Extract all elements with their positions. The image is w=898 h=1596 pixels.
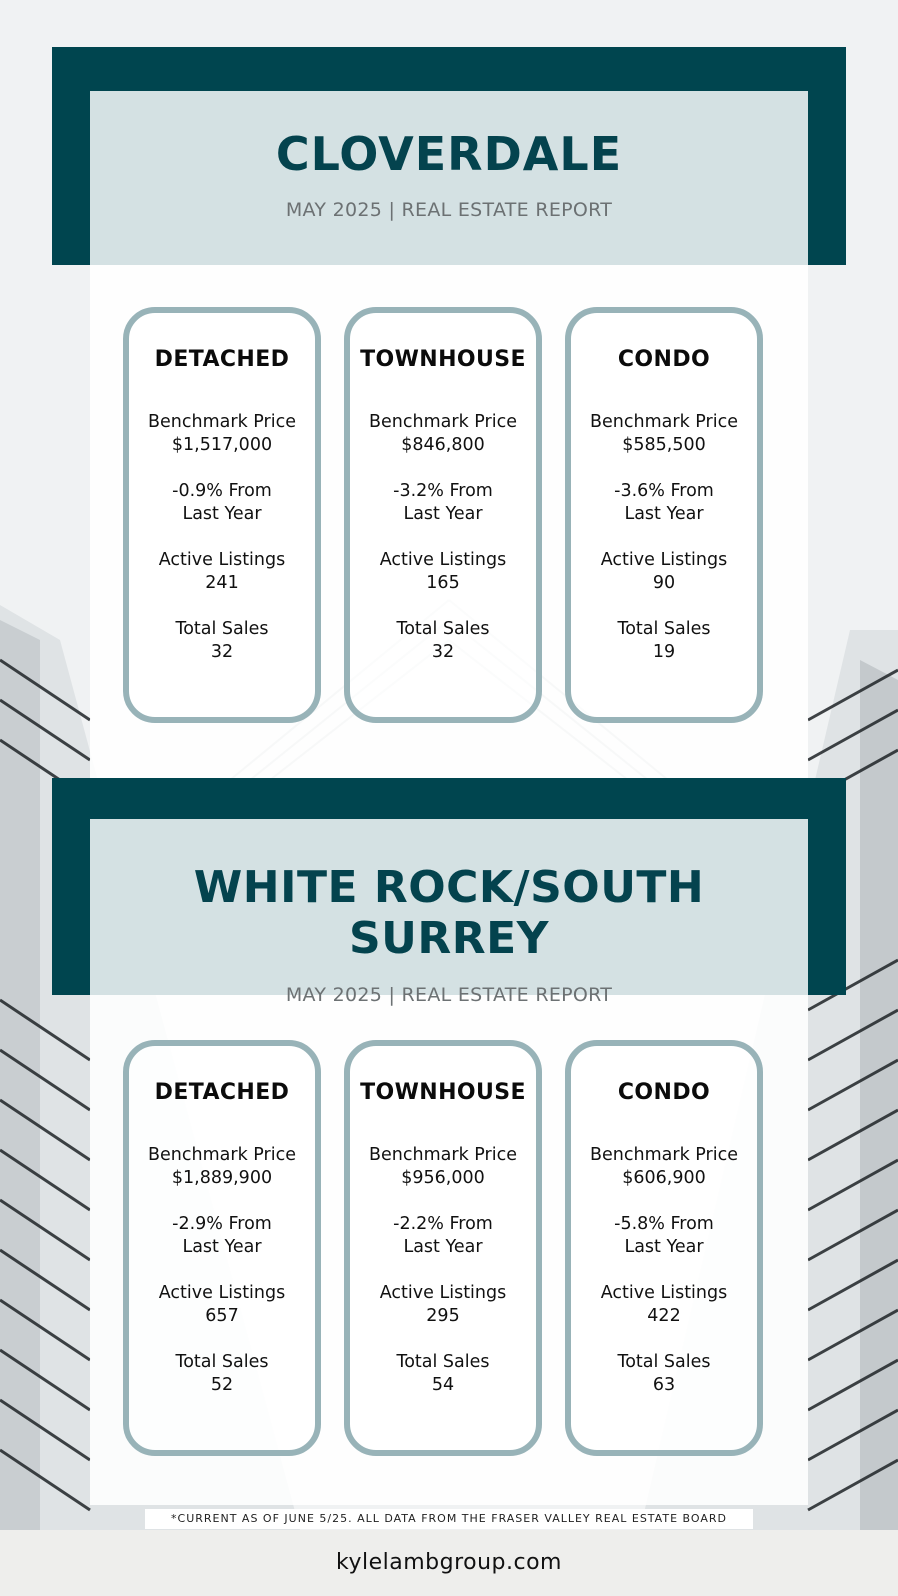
active-listings-block: [350, 1282, 536, 1328]
cloverdale-detached-card: [123, 307, 321, 723]
yoy-change-value: -5.8% From: [614, 1214, 714, 1234]
total-sales-value: 63: [652, 1375, 676, 1395]
benchmark-price-value: $1,889,900: [171, 1168, 273, 1188]
card-title: DETACHED: [154, 347, 290, 372]
active-listings-label: Active Listings: [600, 550, 728, 570]
yoy-change-block: [129, 480, 315, 526]
benchmark-price-label: Benchmark Price: [369, 1145, 517, 1165]
total-sales-label: Total Sales: [396, 619, 490, 639]
total-sales-label: Total Sales: [617, 1352, 711, 1372]
cloverdale-townhouse-card: [344, 307, 542, 723]
benchmark-price-block: [571, 1144, 757, 1190]
card-title: TOWNHOUSE: [360, 347, 526, 372]
total-sales-block: [129, 618, 315, 664]
active-listings-block: [350, 549, 536, 595]
yoy-change-value: -2.2% From: [393, 1214, 493, 1234]
active-listings-block: [129, 549, 315, 595]
yoy-change-value: -3.6% From: [614, 481, 714, 501]
yoy-change-label: Last Year: [182, 1237, 262, 1257]
total-sales-value: 32: [210, 642, 234, 662]
cloverdale-condo-card: [565, 307, 763, 723]
total-sales-block: [571, 618, 757, 664]
yoy-change-value: -2.9% From: [172, 1214, 272, 1234]
white-rock-townhouse-card: [344, 1040, 542, 1456]
website-footer[interactable]: kylelambgroup.com: [0, 1530, 898, 1596]
total-sales-value: 32: [431, 642, 455, 662]
benchmark-price-label: Benchmark Price: [590, 1145, 738, 1165]
total-sales-value: 54: [431, 1375, 455, 1395]
benchmark-price-block: [571, 411, 757, 457]
yoy-change-block: [350, 1213, 536, 1259]
active-listings-label: Active Listings: [600, 1283, 728, 1303]
active-listings-block: [571, 1282, 757, 1328]
total-sales-block: [350, 618, 536, 664]
benchmark-price-label: Benchmark Price: [369, 412, 517, 432]
yoy-change-block: [350, 480, 536, 526]
yoy-change-value: -0.9% From: [172, 481, 272, 501]
yoy-change-label: Last Year: [624, 1237, 704, 1257]
active-listings-value: 241: [205, 573, 239, 593]
benchmark-price-value: $956,000: [401, 1168, 485, 1188]
benchmark-price-block: [129, 1144, 315, 1190]
total-sales-label: Total Sales: [175, 619, 269, 639]
white-rock-title-box: [90, 819, 808, 1006]
yoy-change-block: [129, 1213, 315, 1259]
benchmark-price-block: [350, 1144, 536, 1190]
active-listings-value: 657: [205, 1306, 239, 1326]
active-listings-value: 295: [426, 1306, 460, 1326]
total-sales-label: Total Sales: [175, 1352, 269, 1372]
yoy-change-block: [571, 480, 757, 526]
active-listings-label: Active Listings: [158, 1283, 286, 1303]
data-source-footnote: *CURRENT AS OF JUNE 5/25. ALL DATA FROM THE FRASER VALLEY REAL ESTATE BOARD: [145, 1509, 753, 1529]
yoy-change-label: Last Year: [403, 1237, 483, 1257]
total-sales-value: 52: [210, 1375, 234, 1395]
cloverdale-title-box: [90, 91, 808, 265]
total-sales-block: [571, 1351, 757, 1397]
yoy-change-label: Last Year: [403, 504, 483, 524]
benchmark-price-value: $1,517,000: [171, 435, 273, 455]
total-sales-block: [350, 1351, 536, 1397]
active-listings-value: 90: [652, 573, 676, 593]
active-listings-label: Active Listings: [379, 1283, 507, 1303]
active-listings-label: Active Listings: [158, 550, 286, 570]
yoy-change-value: -3.2% From: [393, 481, 493, 501]
card-title: DETACHED: [154, 1080, 290, 1105]
benchmark-price-block: [350, 411, 536, 457]
section-subtitle: MAY 2025 | REAL ESTATE REPORT: [285, 984, 613, 1006]
white-rock-condo-card: [565, 1040, 763, 1456]
yoy-change-label: Last Year: [182, 504, 262, 524]
benchmark-price-value: $846,800: [401, 435, 485, 455]
active-listings-block: [129, 1282, 315, 1328]
active-listings-block: [571, 549, 757, 595]
yoy-change-label: Last Year: [624, 504, 704, 524]
total-sales-label: Total Sales: [617, 619, 711, 639]
section-title: CLOVERDALE: [275, 127, 623, 181]
total-sales-label: Total Sales: [396, 1352, 490, 1372]
card-title: TOWNHOUSE: [360, 1080, 526, 1105]
benchmark-price-label: Benchmark Price: [590, 412, 738, 432]
white-rock-detached-card: [123, 1040, 321, 1456]
section-subtitle: MAY 2025 | REAL ESTATE REPORT: [285, 199, 613, 221]
benchmark-price-value: $585,500: [622, 435, 706, 455]
benchmark-price-label: Benchmark Price: [148, 412, 296, 432]
benchmark-price-block: [129, 411, 315, 457]
yoy-change-block: [571, 1213, 757, 1259]
active-listings-label: Active Listings: [379, 550, 507, 570]
active-listings-value: 165: [426, 573, 460, 593]
total-sales-value: 19: [652, 642, 676, 662]
benchmark-price-value: $606,900: [622, 1168, 706, 1188]
total-sales-block: [129, 1351, 315, 1397]
section-title: WHITE ROCK/SOUTH SURREY: [193, 862, 705, 964]
card-title: CONDO: [617, 347, 711, 372]
card-title: CONDO: [617, 1080, 711, 1105]
active-listings-value: 422: [647, 1306, 681, 1326]
benchmark-price-label: Benchmark Price: [148, 1145, 296, 1165]
